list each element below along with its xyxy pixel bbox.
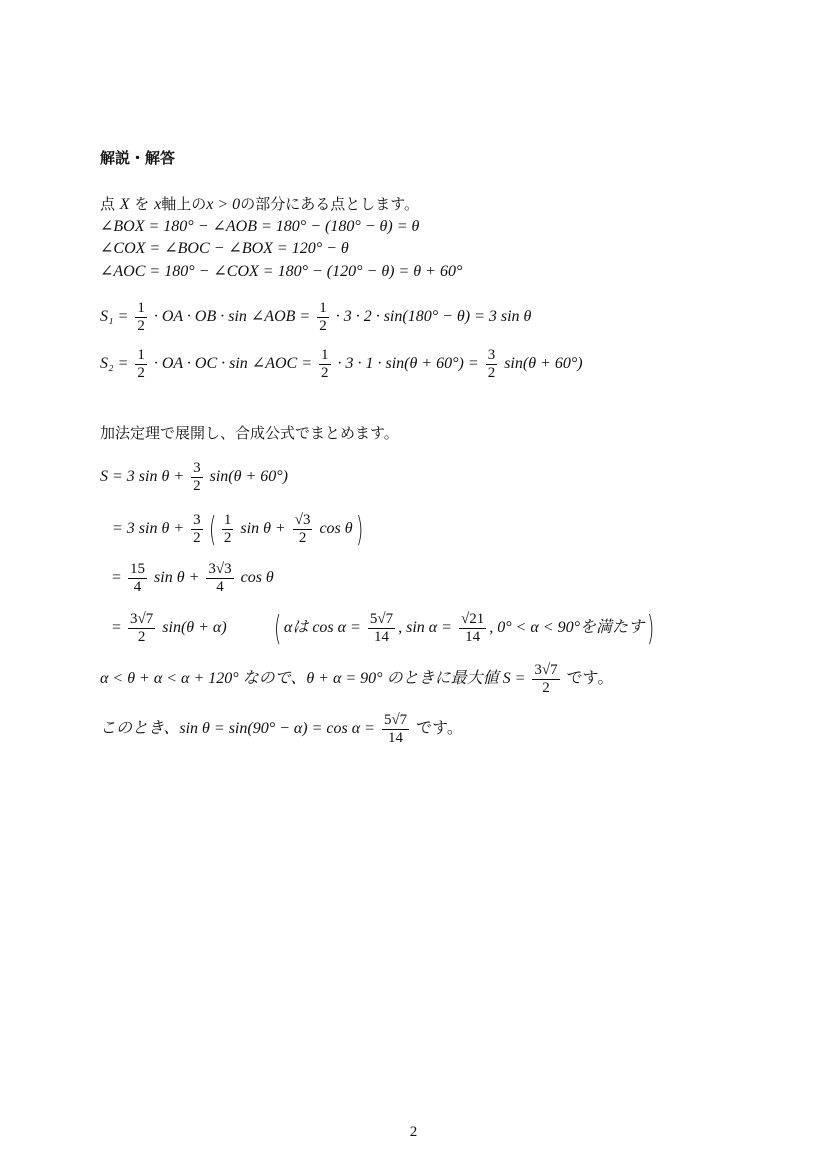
fraction bbox=[319, 347, 331, 382]
fraction bbox=[293, 512, 313, 547]
s1-equation bbox=[100, 300, 531, 335]
fraction bbox=[191, 460, 203, 495]
angle-aoc: ∠AOC = 180° − ∠COX = 180° − (120° − θ) = θ + 60° bbox=[100, 263, 463, 280]
num: 3 bbox=[193, 460, 201, 476]
fraction bbox=[368, 611, 395, 646]
den: 14 bbox=[373, 629, 389, 645]
d3-lhs: = bbox=[112, 569, 122, 587]
den: 2 bbox=[321, 365, 329, 381]
d2-lhs: = 3 sin θ + bbox=[112, 520, 185, 538]
den: 2 bbox=[298, 530, 307, 546]
den: 14 bbox=[465, 629, 481, 645]
s2-equation bbox=[100, 347, 583, 382]
den: 2 bbox=[542, 680, 550, 696]
paren-open: ( bbox=[208, 509, 216, 550]
d3-mid: sin θ + bbox=[154, 569, 200, 587]
angle-box: ∠BOX = 180° − ∠AOB = 180° − (180° − θ) = θ bbox=[100, 218, 420, 235]
fraction bbox=[135, 347, 147, 382]
den: 14 bbox=[388, 730, 404, 746]
derivation-line-1 bbox=[100, 460, 288, 495]
den: 2 bbox=[137, 365, 145, 381]
fraction bbox=[459, 611, 486, 646]
d1-lhs: S = 3 sin θ + bbox=[100, 468, 185, 486]
num: √21 bbox=[460, 611, 485, 627]
conclusion1-end: です。 bbox=[566, 670, 614, 688]
note-cos: αは cos α = bbox=[283, 619, 361, 637]
den: 2 bbox=[223, 530, 232, 546]
conclusion2-end: です。 bbox=[416, 720, 463, 738]
fraction bbox=[222, 512, 234, 547]
angle-cox: ∠COX = ∠BOC − ∠BOX = 120° − θ bbox=[100, 240, 349, 257]
num: 1 bbox=[137, 300, 145, 316]
page-number: 2 bbox=[409, 1124, 418, 1140]
num: 1 bbox=[319, 300, 327, 316]
intro-prefix: 点 bbox=[100, 195, 116, 213]
intro-particle: を bbox=[134, 195, 150, 213]
den: 2 bbox=[137, 318, 145, 334]
num: 3√3 bbox=[208, 561, 232, 577]
paren-open: ( bbox=[273, 608, 281, 649]
derivation-line-2 bbox=[112, 509, 366, 550]
paren-close: ) bbox=[355, 509, 363, 550]
d4-lhs: = bbox=[112, 619, 122, 637]
s2-part2: · 3 · 1 · sin(θ + 60°) = bbox=[337, 355, 479, 373]
transition-text: 加法定理で展開し、合成公式でまとめます。 bbox=[100, 424, 399, 442]
num: 5√7 bbox=[369, 611, 394, 627]
var-x-upper: X bbox=[119, 196, 130, 213]
d1-rest: sin(θ + 60°) bbox=[209, 468, 289, 486]
den: 2 bbox=[137, 629, 146, 645]
fraction bbox=[382, 712, 409, 747]
s2-part1: · OA · OC · sin ∠AOC = bbox=[153, 355, 312, 373]
num: 1 bbox=[223, 512, 232, 528]
intro-suffix: の部分にある点とします。 bbox=[240, 195, 419, 213]
fraction bbox=[128, 561, 147, 596]
fraction bbox=[317, 300, 329, 335]
fraction bbox=[135, 300, 147, 335]
fraction bbox=[206, 561, 233, 596]
den: 2 bbox=[193, 478, 201, 494]
d4-rest: sin(θ + α) bbox=[162, 619, 227, 637]
s2-lhs: S₂ = bbox=[100, 355, 129, 373]
num: √3 bbox=[294, 512, 311, 528]
num: 3 bbox=[487, 347, 496, 363]
note-sin: , sin α = bbox=[398, 619, 452, 637]
d2-mid: sin θ + bbox=[240, 520, 286, 538]
num: 3√7 bbox=[534, 662, 558, 678]
derivation-line-4 bbox=[112, 608, 657, 649]
s1-part2: · 3 · 2 · sin(180° − θ) = 3 sin θ bbox=[335, 308, 532, 326]
fraction bbox=[128, 611, 155, 646]
s1-lhs: S₁ = bbox=[100, 308, 129, 326]
den: 2 bbox=[487, 365, 496, 381]
den: 2 bbox=[319, 318, 327, 334]
den: 2 bbox=[193, 530, 201, 546]
num: 1 bbox=[321, 347, 329, 363]
num: 1 bbox=[137, 347, 145, 363]
note-range: , 0° < α < 90°を満たす bbox=[489, 619, 644, 637]
paren-close: ) bbox=[646, 608, 655, 649]
conclusion2-text: このとき、sin θ = sin(90° − α) = cos α = bbox=[100, 720, 375, 738]
den: 4 bbox=[133, 579, 142, 595]
var-x-axis: x bbox=[154, 196, 162, 213]
fraction bbox=[191, 512, 203, 547]
d2-end: cos θ bbox=[319, 520, 353, 538]
d3-end: cos θ bbox=[240, 569, 274, 587]
intro-line bbox=[100, 194, 419, 215]
num: 3 bbox=[193, 512, 201, 528]
intro-mid: 軸上の bbox=[161, 195, 207, 213]
fraction bbox=[486, 347, 498, 382]
conclusion-max bbox=[100, 662, 613, 697]
conclusion1-text: α < θ + α < α + 120° なので、θ + α = 90° のときに最大値 S = bbox=[100, 670, 526, 688]
num: 15 bbox=[130, 561, 146, 577]
den: 4 bbox=[216, 579, 224, 595]
num: 3√7 bbox=[130, 611, 154, 627]
section-heading: 解説・解答 bbox=[100, 149, 176, 167]
intro-condition: x > 0 bbox=[206, 196, 241, 213]
fraction bbox=[532, 662, 559, 697]
s2-part3: sin(θ + 60°) bbox=[504, 355, 583, 373]
num: 5√7 bbox=[383, 712, 408, 728]
derivation-line-3 bbox=[112, 561, 274, 596]
conclusion-sin bbox=[100, 712, 463, 747]
s1-part1: · OA · OB · sin ∠AOB = bbox=[153, 308, 311, 326]
